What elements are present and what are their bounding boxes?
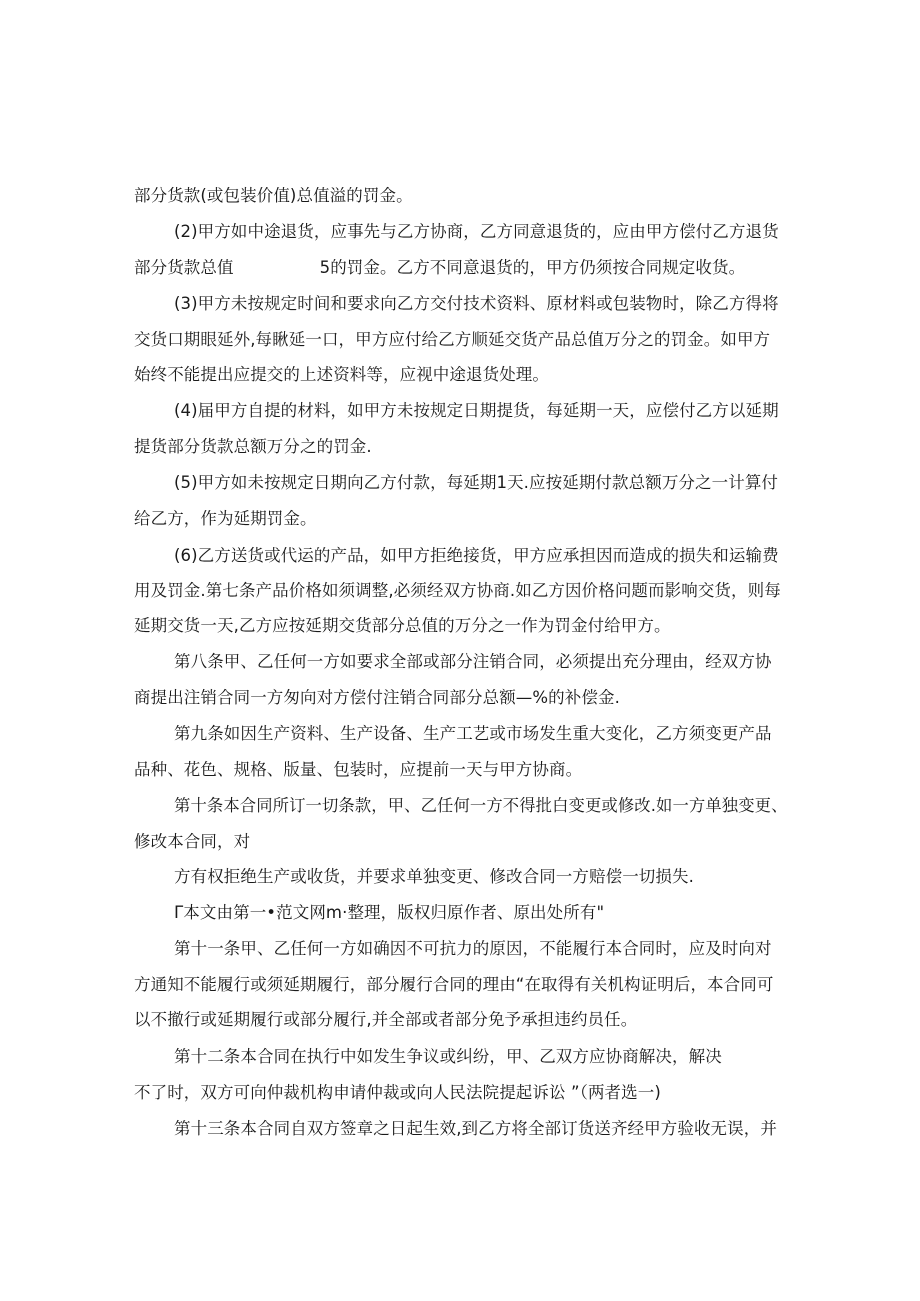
text-line: 交货口期眼延外,每瞅延一口，甲方应付给乙方顺延交货产品总值万分之的罚金。如甲方 [134, 330, 771, 349]
text-line: 不了时，双方可向仲裁机构申请仲裁或向人民法院提起诉讼 ”（两者选一) [134, 1083, 661, 1102]
source-notice: Γ本文由第一•范文网m·整理，版权归原作者、原出处所有" [174, 903, 605, 922]
text-line: (2)甲方如中途退货，应事先与乙方协商，乙方同意退货的，应由甲方偿付乙方退货 [174, 222, 779, 241]
text-line: 始终不能提出应提交的上述资料等，应视中途退货处理。 [134, 365, 549, 384]
text-line: 用及罚金.第七条产品价格如须调整,必须经双方协商.如乙方因价格问题而影响交货，则每 [134, 581, 781, 600]
text-line: (6)乙方送货或代运的产品，如甲方拒绝接货，甲方应承担因而造成的损失和运输费 [174, 546, 779, 565]
text-line: (3)甲方未按规定时间和要求向乙方交付技术资料、原材料或包装物时，除乙方得将 [174, 294, 779, 313]
text-line: 给乙方，作为延期罚金。 [134, 509, 317, 528]
text-line: 第十二条本合同在执行中如发生争议或纠纷，甲、乙双方应协商解决，解决 [174, 1047, 722, 1066]
text-line: (5)甲方如未按规定日期向乙方付款，每延期1天.应按延期付款总额万分之一计算付 [174, 473, 779, 492]
text-line: 修改本合同，对 [134, 832, 251, 851]
text-line: 第十条本合同所订一切条款，甲、乙任何一方不得批白变更或修改.如一方单独变更、 [174, 796, 788, 815]
text-line: 提货部分货款总额万分之的罚金. [134, 437, 372, 456]
text-line: 部分货款(或包装价值)总值溢的罚金。 [134, 186, 413, 205]
text-line: 方通知不能履行或须延期履行，部分履行合同的理由“在取得有关机构证明后，本合同可 [134, 975, 774, 994]
text-line: 商提出注销合同一方匆向对方偿付注销合同部分总额—%的补偿金. [134, 688, 620, 707]
text-line: 方有权拒绝生产或收货，并要求单独变更、修改合同一方赔偿一切损失. [174, 867, 694, 886]
text-line: 第十一条甲、乙任何一方如确因不可抗力的原因，不能履行本合同时，应及时向对 [174, 939, 772, 958]
text-segment: 5的罚金。乙方不同意退货的，甲方仍须按合同规定收货。 [319, 258, 746, 277]
text-line-with-gap [134, 257, 745, 279]
text-line: 延期交货一天,乙方应按延期交货部分总值的万分之一作为罚金付给甲方。 [134, 616, 671, 635]
text-line: 第八条甲、乙任何一方如要求全部或部分注销合同，必须提出充分理由，经双方协 [174, 652, 772, 671]
text-line: 以不撤行或延期履行或部分履行,并全部或者部分免予承担违约员任。 [134, 1010, 638, 1029]
text-line: 品种、花色、规格、版量、包装时，应提前一天与甲方协商。 [134, 760, 583, 779]
text-segment: 部分货款总值 [134, 258, 234, 277]
text-line: 第九条如因生产资料、生产设备、生产工艺或市场发生重大变化，乙方须变更产品 [174, 724, 772, 743]
text-line: 第十三条本合同自双方签章之日起生效,到乙方将全部订货送齐经甲方验收无误，并 [174, 1119, 777, 1138]
text-line: (4)届甲方自提的材料，如甲方未按规定日期提货，每延期一天，应偿付乙方以延期 [174, 401, 779, 420]
